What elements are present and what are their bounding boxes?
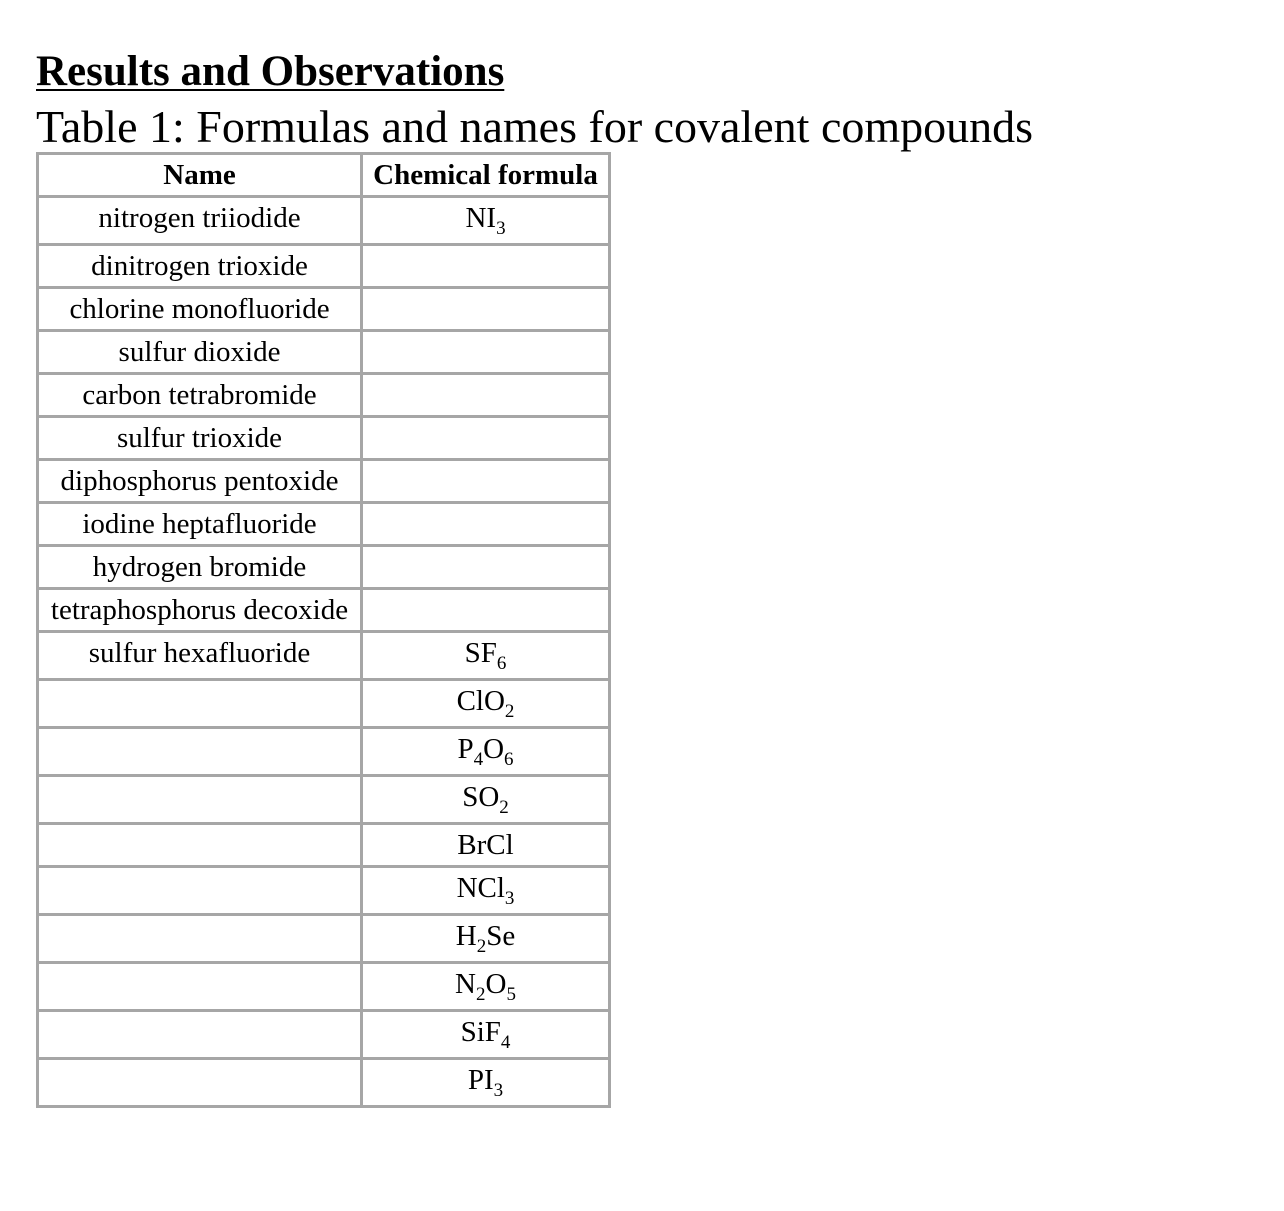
compound-name-cell: nitrogen triiodide	[38, 197, 362, 245]
compound-name-cell	[38, 915, 362, 963]
formula-element: O	[478, 781, 500, 813]
table-row	[38, 460, 610, 503]
chemical-formula-cell	[362, 197, 610, 245]
formula-subscript: 5	[506, 984, 516, 1005]
formula-element: Cl	[456, 685, 484, 717]
table-row	[38, 374, 610, 417]
chemical-formula-cell	[362, 546, 610, 589]
compound-name-cell	[38, 963, 362, 1011]
table-row	[38, 632, 610, 680]
compound-name-cell: chlorine monofluoride	[38, 288, 362, 331]
section-heading: Results and Observations	[36, 48, 505, 95]
formula-subscript: 6	[504, 749, 514, 770]
table-row	[38, 728, 610, 776]
chemical-formula-cell	[362, 460, 610, 503]
formula-subscript: 2	[476, 984, 486, 1005]
formula-element: P	[467, 1064, 484, 1096]
compound-name-cell	[38, 776, 362, 824]
compound-name-cell: tetraphosphorus decoxide	[38, 589, 362, 632]
formula-element: I	[483, 1064, 494, 1096]
formula-element: Si	[460, 1016, 485, 1048]
formula-element: BrCl	[457, 829, 514, 861]
compound-name-cell	[38, 867, 362, 915]
name-column-header: Name	[38, 154, 362, 197]
formula-element: I	[486, 202, 497, 234]
table-row	[38, 503, 610, 546]
table-row	[38, 776, 610, 824]
formula-column-header: Chemical formula	[362, 154, 610, 197]
chemical-formula-cell	[362, 589, 610, 632]
table-body	[38, 197, 610, 1107]
table-row	[38, 288, 610, 331]
chemical-formula-cell	[362, 963, 610, 1011]
formula-element: S	[464, 637, 481, 669]
table-row	[38, 824, 610, 867]
formula-subscript: 4	[473, 749, 484, 770]
chemical-formula-cell	[362, 824, 610, 867]
formula-subscript: 6	[496, 653, 507, 674]
chemical-formula-cell	[362, 632, 610, 680]
formula-element: N	[465, 202, 487, 234]
formula-element: F	[480, 637, 497, 669]
formula-element: N	[456, 872, 478, 904]
compound-name-cell: dinitrogen trioxide	[38, 245, 362, 288]
compound-name-cell: sulfur dioxide	[38, 331, 362, 374]
table-row	[38, 245, 610, 288]
compounds-table	[36, 152, 611, 1108]
formula-subscript: 3	[496, 218, 506, 239]
formula-element: O	[483, 733, 505, 765]
table-row	[38, 867, 610, 915]
formula-subscript: 2	[476, 936, 487, 957]
formula-subscript: 3	[493, 1080, 504, 1101]
compound-name-cell	[38, 1059, 362, 1107]
compounds-table-wrapper	[36, 152, 611, 1108]
compound-name-cell	[38, 680, 362, 728]
formula-element: H	[455, 920, 477, 952]
table-row	[38, 963, 610, 1011]
chemical-formula-cell	[362, 776, 610, 824]
formula-element: S	[462, 781, 479, 813]
formula-subscript: 2	[499, 797, 509, 818]
chemical-formula-cell	[362, 867, 610, 915]
compound-name-cell: sulfur hexafluoride	[38, 632, 362, 680]
chemical-formula-cell	[362, 331, 610, 374]
compound-name-cell	[38, 1011, 362, 1059]
compound-name-cell: iodine heptafluoride	[38, 503, 362, 546]
table-row	[38, 197, 610, 245]
formula-element: O	[483, 685, 505, 717]
formula-subscript: 2	[504, 701, 515, 722]
table-row	[38, 589, 610, 632]
table-header-row	[38, 154, 610, 197]
table-row	[38, 331, 610, 374]
table-row	[38, 1059, 610, 1107]
formula-subscript: 4	[500, 1032, 511, 1053]
chemical-formula-cell	[362, 374, 610, 417]
formula-subscript: 3	[504, 888, 515, 909]
table-row	[38, 546, 610, 589]
formula-element: P	[457, 733, 474, 765]
chemical-formula-cell	[362, 503, 610, 546]
formula-element: F	[484, 1016, 501, 1048]
chemical-formula-cell	[362, 728, 610, 776]
table-row	[38, 680, 610, 728]
formula-element: Cl	[477, 872, 505, 904]
chemical-formula-cell	[362, 915, 610, 963]
chemical-formula-cell	[362, 417, 610, 460]
compound-name-cell	[38, 824, 362, 867]
chemical-formula-cell	[362, 1011, 610, 1059]
chemical-formula-cell	[362, 680, 610, 728]
chemical-formula-cell	[362, 1059, 610, 1107]
chemical-formula-cell	[362, 288, 610, 331]
compound-name-cell: hydrogen bromide	[38, 546, 362, 589]
formula-element: N	[455, 968, 476, 1000]
chemical-formula-cell	[362, 245, 610, 288]
formula-element: Se	[486, 920, 516, 952]
compound-name-cell: diphosphorus pentoxide	[38, 460, 362, 503]
table-row	[38, 1011, 610, 1059]
formula-element: O	[485, 968, 507, 1000]
compound-name-cell	[38, 728, 362, 776]
compound-name-cell: sulfur trioxide	[38, 417, 362, 460]
table-row	[38, 915, 610, 963]
table-caption: Table 1: Formulas and names for covalent compounds	[36, 101, 1034, 152]
table-row	[38, 417, 610, 460]
compound-name-cell: carbon tetrabromide	[38, 374, 362, 417]
